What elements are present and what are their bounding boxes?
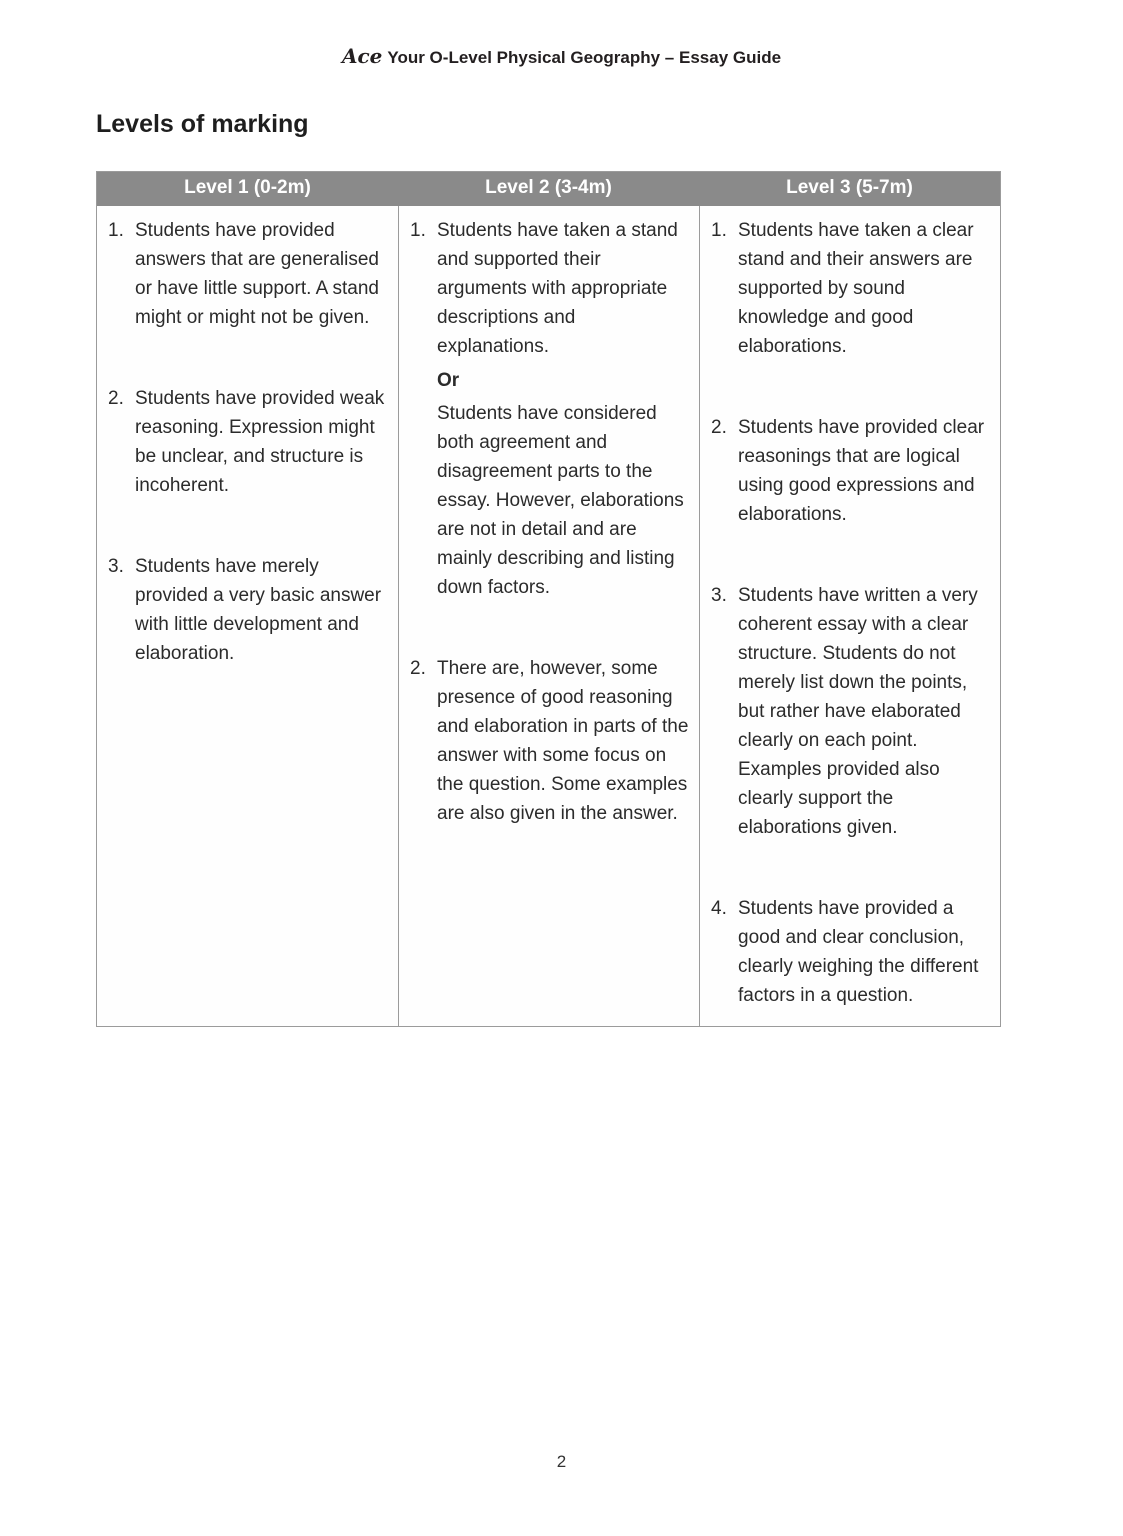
item-text-block bbox=[135, 552, 390, 668]
item-number: 1. bbox=[711, 220, 727, 241]
item-paragraph: Students have taken a clear stand and their answers are supported by sound knowledge and good elaborations. bbox=[738, 220, 974, 357]
item-number: 2. bbox=[410, 658, 426, 679]
item-paragraph: Students have merely provided a very basic answer with little development and elaboration. bbox=[135, 556, 382, 664]
item-text-block bbox=[738, 894, 992, 1010]
item-text-block bbox=[437, 216, 691, 602]
list-item bbox=[706, 581, 992, 842]
column-header-level-1: Level 1 (0-2m) bbox=[184, 177, 311, 198]
running-header bbox=[0, 0, 1123, 68]
list-item bbox=[405, 654, 691, 828]
item-paragraph: Students have provided weak reasoning. Expression might be unclear, and structure is incoherent. bbox=[135, 388, 385, 496]
item-text-block bbox=[135, 216, 390, 332]
list-item bbox=[405, 216, 691, 602]
column-header-level-2: Level 2 (3-4m) bbox=[485, 177, 612, 198]
item-number: 4. bbox=[711, 898, 727, 919]
item-text-block bbox=[738, 581, 992, 842]
item-number: 3. bbox=[108, 556, 124, 577]
column-cell-level-2 bbox=[398, 206, 699, 1026]
or-label: Or bbox=[437, 370, 460, 391]
item-number: 3. bbox=[711, 585, 727, 606]
item-number: 2. bbox=[711, 417, 727, 438]
list-item bbox=[706, 894, 992, 1010]
page-number: 2 bbox=[556, 1452, 567, 1471]
item-paragraph: Students have provided answers that are generalised or have little support. A stand might or might not be given. bbox=[135, 220, 379, 328]
item-alt-paragraph: Students have considered both agreement and disagreement parts to the essay. However, elaborations are not in detail and are mainly describing and listing down factors. bbox=[437, 403, 684, 598]
item-text-block bbox=[437, 654, 691, 828]
column-cell-level-1 bbox=[97, 206, 398, 1026]
list-item bbox=[706, 216, 992, 361]
section-title: Levels of marking bbox=[96, 110, 309, 138]
list-item bbox=[103, 384, 390, 500]
item-paragraph: Students have provided clear reasonings that are logical using good expressions and elaborations. bbox=[738, 417, 985, 525]
item-number: 2. bbox=[108, 388, 124, 409]
list-item bbox=[103, 552, 390, 668]
brand-logo-text: Ace bbox=[341, 44, 383, 68]
item-number: 1. bbox=[108, 220, 124, 241]
running-header-title: Your O-Level Physical Geography – Essay Guide bbox=[387, 48, 782, 67]
list-item bbox=[706, 413, 992, 529]
list-item bbox=[103, 216, 390, 332]
column-header-level-3: Level 3 (5-7m) bbox=[786, 177, 913, 198]
item-paragraph: Students have provided a good and clear conclusion, clearly weighing the different factors in a question. bbox=[738, 898, 979, 1006]
item-paragraph: Students have written a very coherent essay with a clear structure. Students do not merely list down the points, but rather have elaborated clearly on each point. Examples provided also clearly support the elaborations given. bbox=[738, 585, 978, 838]
item-paragraph: Students have taken a stand and supported their arguments with appropriate descriptions and explanations. bbox=[437, 220, 678, 357]
item-text-block bbox=[738, 413, 992, 529]
table-header-row bbox=[97, 172, 1000, 206]
item-text-block bbox=[738, 216, 992, 361]
column-cell-level-3 bbox=[699, 206, 1000, 1026]
item-text-block bbox=[135, 384, 390, 500]
item-paragraph: There are, however, some presence of good reasoning and elaboration in parts of the answer with some focus on the question. Some examples are also given in the answer. bbox=[437, 658, 689, 824]
marking-levels-table bbox=[96, 171, 1001, 1027]
item-number: 1. bbox=[410, 220, 426, 241]
table-body-row bbox=[97, 206, 1000, 1026]
